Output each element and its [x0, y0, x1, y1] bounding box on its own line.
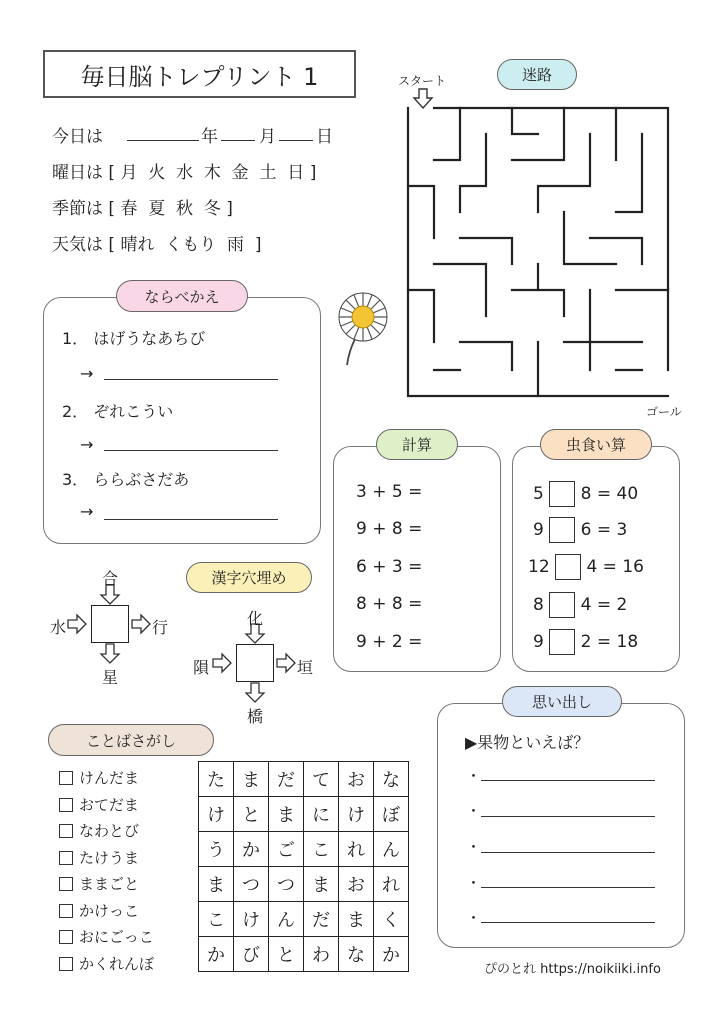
bullet: ・	[466, 802, 482, 820]
blank-box[interactable]	[555, 554, 581, 580]
checkbox[interactable]	[59, 798, 73, 812]
narabekae-item-3: 3． ららぶさだあ	[62, 470, 190, 489]
grid-cell[interactable]: び	[234, 937, 269, 972]
maze-title: 迷路	[497, 59, 577, 90]
grid-cell[interactable]: こ	[199, 902, 234, 937]
kotoba-title: ことばさがし	[48, 724, 214, 756]
year-label: 年	[201, 127, 218, 147]
blank-box[interactable]	[549, 592, 575, 618]
grid-cell[interactable]: ま	[269, 797, 304, 832]
grid-cell[interactable]: ま	[234, 762, 269, 797]
word-item[interactable]: おてだま	[59, 792, 154, 819]
grid-cell[interactable]: だ	[304, 902, 339, 937]
grid-cell[interactable]: て	[304, 762, 339, 797]
mushikui-title: 虫食い算	[540, 429, 652, 460]
page-title: 毎日脳トレプリント 1	[43, 50, 356, 98]
footer-credit: ぴのとれ https://noikiiki.info	[484, 962, 661, 977]
checkbox[interactable]	[59, 771, 73, 785]
grid-cell[interactable]: お	[339, 867, 374, 902]
keisan-item: 3 + 5 =	[356, 482, 423, 502]
checkbox[interactable]	[59, 851, 73, 865]
kanji-blank-2[interactable]	[236, 644, 274, 682]
grid-cell[interactable]: ま	[339, 902, 374, 937]
blank-box[interactable]	[549, 517, 575, 543]
narabekae-item-2: 2． ぞれこうい	[62, 402, 174, 421]
year-blank	[127, 140, 199, 141]
word-item[interactable]: ままごと	[59, 871, 154, 898]
grid-cell[interactable]: つ	[269, 867, 304, 902]
season-row	[52, 194, 233, 219]
bullet: ・	[466, 767, 482, 785]
grid-cell[interactable]: こ	[304, 832, 339, 867]
grid-cell[interactable]: に	[304, 797, 339, 832]
word-search-grid	[198, 761, 409, 972]
keisan-item: 9 + 2 =	[356, 632, 423, 652]
word-item[interactable]: けんだま	[59, 765, 154, 792]
kanji-title: 漢字穴埋め	[186, 562, 312, 593]
blank-box[interactable]	[549, 629, 575, 655]
omoidashi-answer-3[interactable]	[481, 852, 655, 853]
grid-cell[interactable]: ま	[199, 867, 234, 902]
grid-cell[interactable]: け	[234, 902, 269, 937]
grid-cell[interactable]: ま	[304, 867, 339, 902]
weather-options: [ 晴れ くもり 雨 ]	[108, 235, 262, 255]
word-list	[59, 765, 154, 977]
bullet: ・	[466, 909, 482, 927]
date-label: 今日は	[52, 127, 103, 147]
weekday-options: [ 月 火 水 木 金 土 日 ]	[108, 163, 317, 183]
kanji-2-top: 化	[247, 609, 264, 628]
word-item[interactable]: かくれんぼ	[59, 951, 154, 978]
narabekae-answer-2[interactable]	[104, 450, 278, 451]
grid-cell[interactable]: つ	[234, 867, 269, 902]
mushikui-item: 8 4 = 2	[533, 592, 627, 618]
kanji-1-top: 合	[102, 569, 119, 588]
narabekae-item-1: 1． はげうなあちび	[62, 329, 206, 348]
kanji-blank-1[interactable]	[91, 605, 129, 643]
grid-cell[interactable]: だ	[269, 762, 304, 797]
dandelion-icon	[333, 287, 393, 367]
omoidashi-answer-4[interactable]	[481, 887, 655, 888]
grid-cell[interactable]: れ	[339, 832, 374, 867]
mushikui-item: 9 2 = 18	[533, 629, 638, 655]
checkbox[interactable]	[59, 957, 73, 971]
maze-grid[interactable]	[400, 100, 680, 400]
keisan-title: 計算	[376, 429, 458, 460]
answer-arrow: →	[80, 435, 94, 454]
kanji-1-left: 水	[50, 618, 67, 637]
kanji-1-bottom: 星	[102, 668, 119, 687]
season-options: [ 春 夏 秋 冬 ]	[108, 199, 233, 219]
bullet: ・	[466, 838, 482, 856]
omoidashi-answer-1[interactable]	[481, 780, 655, 781]
word-item[interactable]: おにごっこ	[59, 924, 154, 951]
kanji-1-right: 行	[152, 618, 169, 637]
day-blank	[279, 140, 313, 141]
grid-cell[interactable]: と	[269, 937, 304, 972]
grid-cell[interactable]: け	[339, 797, 374, 832]
checkbox[interactable]	[59, 824, 73, 838]
keisan-item: 8 + 8 =	[356, 594, 423, 614]
keisan-item: 6 + 3 =	[356, 557, 423, 577]
grid-cell[interactable]: う	[199, 832, 234, 867]
month-label: 月	[259, 127, 276, 147]
grid-cell[interactable]: く	[374, 902, 409, 937]
grid-cell[interactable]: け	[199, 797, 234, 832]
month-blank	[221, 140, 255, 141]
date-row	[52, 122, 103, 147]
narabekae-title: ならべかえ	[116, 280, 248, 312]
answer-arrow: →	[80, 364, 94, 383]
maze-start-label: スタート	[398, 74, 447, 88]
answer-arrow: →	[80, 502, 94, 521]
narabekae-answer-3[interactable]	[104, 519, 278, 520]
checkbox[interactable]	[59, 930, 73, 944]
word-item[interactable]: たけうま	[59, 845, 154, 872]
grid-cell[interactable]: ご	[269, 832, 304, 867]
grid-cell[interactable]: れ	[374, 867, 409, 902]
keisan-item: 9 + 8 =	[356, 519, 423, 539]
weekday-row	[52, 158, 316, 183]
grid-cell[interactable]: か	[234, 832, 269, 867]
word-item[interactable]: かけっこ	[59, 898, 154, 925]
kanji-2-bottom: 橋	[247, 707, 264, 726]
weekday-label: 曜日は	[52, 163, 103, 183]
grid-cell[interactable]: ぼ	[374, 797, 409, 832]
kanji-2-right: 垣	[297, 658, 314, 677]
kanji-arrows	[40, 560, 340, 720]
weather-label: 天気は	[52, 235, 103, 255]
grid-cell[interactable]: わ	[304, 937, 339, 972]
maze-goal-label: ゴール	[646, 405, 682, 419]
checkbox[interactable]	[59, 877, 73, 891]
mushikui-item: 5 8 = 40	[533, 481, 638, 507]
grid-cell[interactable]: な	[339, 937, 374, 972]
grid-cell[interactable]: か	[199, 937, 234, 972]
grid-cell[interactable]: ん	[374, 832, 409, 867]
mushikui-item: 9 6 = 3	[533, 517, 627, 543]
grid-cell[interactable]: な	[374, 762, 409, 797]
mushikui-item: 12 4 = 16	[528, 554, 644, 580]
word-item[interactable]: なわとび	[59, 818, 154, 845]
weather-row	[52, 230, 262, 255]
omoidashi-prompt: ▶果物といえば？	[465, 733, 590, 752]
grid-cell[interactable]: と	[234, 797, 269, 832]
grid-cell[interactable]: お	[339, 762, 374, 797]
bullet: ・	[466, 874, 482, 892]
season-label: 季節は	[52, 199, 103, 219]
omoidashi-answer-2[interactable]	[481, 816, 655, 817]
grid-cell[interactable]: ん	[269, 902, 304, 937]
narabekae-answer-1[interactable]	[104, 379, 278, 380]
day-label: 日	[316, 127, 333, 147]
blank-box[interactable]	[549, 481, 575, 507]
kanji-2-left: 隕	[193, 658, 210, 677]
checkbox[interactable]	[59, 904, 73, 918]
omoidashi-answer-5[interactable]	[481, 922, 655, 923]
omoidashi-title: 思い出し	[502, 686, 622, 717]
grid-cell[interactable]: か	[374, 937, 409, 972]
grid-cell[interactable]: た	[199, 762, 234, 797]
